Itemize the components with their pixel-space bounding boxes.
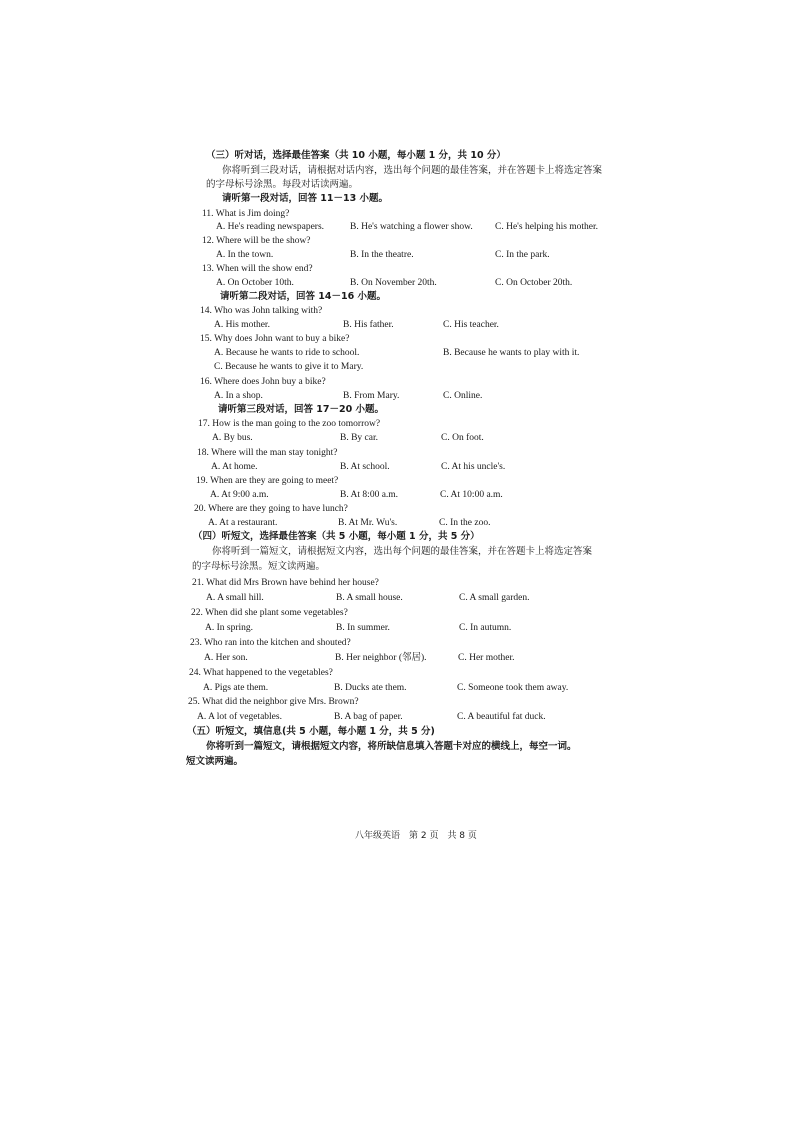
q11-option-c: C. He's helping his mother.: [495, 222, 599, 232]
q21-option-b: B. A small house.: [336, 593, 403, 603]
q24-option-c: C. Someone took them away.: [457, 683, 569, 693]
q23-option-c: C. Her mother.: [458, 653, 515, 663]
section4-instruction-1: 你将听到一篇短文，请根据短文内容，选出每个问题的最佳答案，并在答题卡上将选定答案: [212, 546, 593, 557]
q22-option-c: C. In autumn.: [459, 623, 512, 633]
q16-option-a: A. In a shop.: [214, 391, 263, 401]
q20-option-a: A. At a restaurant.: [208, 518, 278, 528]
question-13: 13. When will the show end?: [202, 264, 313, 274]
q18-option-b: B. At school.: [340, 462, 390, 472]
q25-option-a: A. A lot of vegetables.: [197, 712, 282, 722]
question-19: 19. When are they are going to meet?: [196, 476, 339, 486]
q14-option-c: C. His teacher.: [443, 320, 499, 330]
section5-instruction-2: 短文读两遍。: [186, 756, 244, 767]
question-14: 14. Who was John talking with?: [200, 306, 323, 316]
section3-instruction-2: 的字母标号涂黑。每段对话读两遍。: [206, 179, 359, 190]
q15-option-c: C. Because he wants to give it to Mary.: [214, 362, 364, 372]
question-16: 16. Where does John buy a bike?: [200, 377, 326, 387]
q15-option-b: B. Because he wants to play with it.: [443, 348, 580, 358]
q21-option-c: C. A small garden.: [459, 593, 530, 603]
q25-option-b: B. A bag of paper.: [334, 712, 403, 722]
q17-option-b: B. By car.: [340, 433, 378, 443]
section5-heading: （五）听短文，填信息(共 5 小题，每小题 1 分，共 5 分): [187, 726, 435, 737]
q20-option-c: C. In the zoo.: [439, 518, 491, 528]
q20-option-b: B. At Mr. Wu's.: [338, 518, 398, 528]
q12-option-a: A. In the town.: [216, 250, 274, 260]
q18-option-c: C. At his uncle's.: [441, 462, 506, 472]
section4-instruction-2: 的字母标号涂黑。短文读两遍。: [192, 561, 326, 572]
q12-option-b: B. In the theatre.: [350, 250, 414, 260]
q13-option-b: B. On November 20th.: [350, 278, 437, 288]
dialog2-instruction: 请听第二段对话，回答 14－16 小题。: [220, 291, 387, 302]
q21-option-a: A. A small hill.: [206, 593, 264, 603]
question-11: 11. What is Jim doing?: [202, 209, 290, 219]
q11-option-b: B. He's watching a flower show.: [350, 222, 473, 232]
q17-option-a: A. By bus.: [212, 433, 253, 443]
q24-option-a: A. Pigs ate them.: [203, 683, 269, 693]
q24-option-b: B. Ducks ate them.: [334, 683, 407, 693]
q15-option-a: A. Because he wants to ride to school.: [214, 348, 360, 358]
question-23: 23. Who ran into the kitchen and shouted?: [190, 638, 351, 648]
question-18: 18. Where will the man stay tonight?: [197, 448, 338, 458]
question-15: 15. Why does John want to buy a bike?: [200, 334, 350, 344]
section3-instruction-1: 你将听到三段对话，请根据对话内容，选出每个问题的最佳答案，并在答题卡上将选定答案: [222, 165, 603, 176]
section3-heading: （三）听对话，选择最佳答案（共 10 小题，每小题 1 分，共 10 分）: [206, 150, 506, 161]
q14-option-b: B. His father.: [343, 320, 394, 330]
question-20: 20. Where are they going to have lunch?: [194, 504, 348, 514]
q16-option-c: C. Online.: [443, 391, 483, 401]
q19-option-a: A. At 9:00 a.m.: [210, 490, 269, 500]
question-21: 21. What did Mrs Brown have behind her house?: [192, 578, 379, 588]
q12-option-c: C. In the park.: [495, 250, 550, 260]
q23-option-b: B. Her neighbor (邻居).: [335, 653, 427, 663]
q16-option-b: B. From Mary.: [343, 391, 400, 401]
q11-option-a: A. He's reading newspapers.: [216, 222, 325, 232]
section5-instruction-1: 你将听到一篇短文，请根据短文内容，将所缺信息填入答题卡对应的横线上，每空一词。: [206, 741, 577, 752]
q18-option-a: A. At home.: [211, 462, 258, 472]
q19-option-c: C. At 10:00 a.m.: [440, 490, 503, 500]
q13-option-a: A. On October 10th.: [216, 278, 294, 288]
q22-option-a: A. In spring.: [205, 623, 254, 633]
q23-option-a: A. Her son.: [204, 653, 248, 663]
question-12: 12. Where will be the show?: [202, 236, 311, 246]
q22-option-b: B. In summer.: [336, 623, 390, 633]
question-17: 17. How is the man going to the zoo tomorrow?: [198, 419, 381, 429]
page-footer: 八年级英语 第 2 页 共 8 页: [355, 831, 477, 841]
dialog1-instruction: 请听第一段对话，回答 11－13 小题。: [222, 193, 389, 204]
question-22: 22. When did she plant some vegetables?: [191, 608, 348, 618]
q17-option-c: C. On foot.: [441, 433, 484, 443]
question-24: 24. What happened to the vegetables?: [189, 668, 333, 678]
q25-option-c: C. A beautiful fat duck.: [457, 712, 546, 722]
q19-option-b: B. At 8:00 a.m.: [340, 490, 399, 500]
q14-option-a: A. His mother.: [214, 320, 270, 330]
q13-option-c: C. On October 20th.: [495, 278, 573, 288]
section4-heading: （四）听短文，选择最佳答案（共 5 小题，每小题 1 分，共 5 分）: [193, 531, 480, 542]
dialog3-instruction: 请听第三段对话，回答 17－20 小题。: [218, 404, 385, 415]
question-25: 25. What did the neighbor give Mrs. Brown?: [188, 697, 359, 707]
